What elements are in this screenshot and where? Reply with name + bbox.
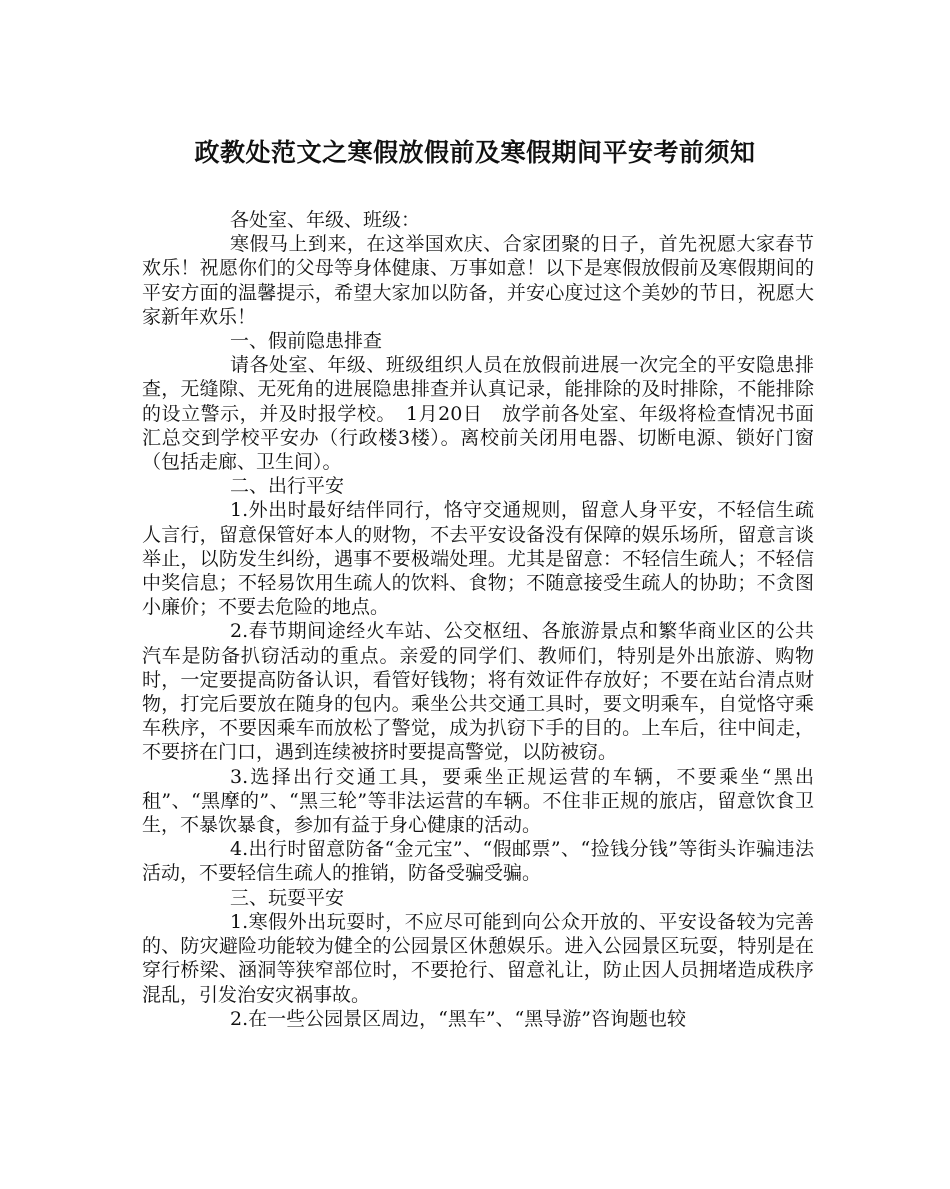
section-1-paragraph: 请各处室、年级、班级组织人员在放假前进展一次完全的平安隐患排查，无缝隙、无死角的进展隐患排查并认真记录，能排除的及时排除，不能排除的设立警示，并及时报学校。 1月20日 放学前各处室、年级将检查情况书面汇总交到学校平安办（行政楼3楼）。离校前关闭用电器、切断电源、锁好门窗（包括走廊、卫生间）。 (142, 354, 814, 474)
section-3-item-1: 1.寒假外出玩耍时，不应尽可能到向公众开放的、平安设备较为完善的、防灾避险功能较为健全的公园景区休憩娱乐。进入公园景区玩耍，特别是在穿行桥梁、涵洞等狭窄部位时，不要抢行、留意礼让，防止因人员拥堵造成秩序混乱，引发治安灾祸事故。 (142, 910, 814, 1006)
document-title: 政教处范文之寒假放假前及寒假期间平安考前须知 (194, 138, 756, 167)
section-heading-3: 三、玩耍平安 (230, 886, 345, 909)
section-2-item-3: 3.选择出行交通工具，要乘坐正规运营的车辆，不要乘坐“黑出租”、“黑摩的”、“黑三轮”等非法运营的车辆。不住非正规的旅店，留意饮食卫生，不暴饮暴食，参加有益于身心健康的活动。 (142, 765, 814, 837)
salutation-paragraph: 各处室、年级、班级： (230, 209, 421, 231)
intro-paragraph: 寒假马上到来，在这举国欢庆、合家团聚的日子，首先祝愿大家春节欢乐！祝愿你们的父母等身体健康、万事如意！以下是寒假放假前及寒假期间的平安方面的温馨提示，希望大家加以防备，并安心度过这个美妙的节日，祝愿大家新年欢乐！ (142, 233, 814, 328)
document-body (142, 208, 814, 1031)
section-2-item-1: 1.外出时最好结伴同行，恪守交通规则，留意人身平安，不轻信生疏人言行，留意保管好本人的财物，不去平安设备没有保障的娱乐场所，留意言谈举止，以防发生纠纷，遇事不要极端处理。尤其是留意：不轻信生疏人；不轻信中奖信息；不轻易饮用生疏人的饮料、食物；不随意接受生疏人的协助；不贪图小廉价；不要去危险的地点。 (142, 499, 814, 619)
section-2-item-4: 4.出行时留意防备“金元宝”、“假邮票”、“捡钱分钱”等街头诈骗违法活动，不要轻信生疏人的推销，防备受骗受骗。 (142, 838, 814, 885)
section-3-item-2: 2.在一些公园景区周边，“黑车”、“黑导游”咨询题也较 (230, 1007, 686, 1030)
section-heading-2: 二、出行平安 (230, 475, 345, 498)
section-2-item-2: 2.春节期间途经火车站、公交枢纽、各旅游景点和繁华商业区的公共汽车是防备扒窃活动的重点。亲爱的同学们、教师们，特别是外出旅游、购物时，一定要提高防备认识，看管好钱物；将有效证件存放好；不要在站台清点财物，打完后要放在随身的包内。乘坐公共交通工具时，要文明乘车，自觉恪守乘车秩序，不要因乘车而放松了警觉，成为扒窃下手的目的。上车后，往中间走，不要挤在门口，遇到连续被挤时要提高警觉，以防被窃。 (142, 620, 814, 764)
section-heading-1: 一、假前隐患排查 (230, 330, 383, 353)
